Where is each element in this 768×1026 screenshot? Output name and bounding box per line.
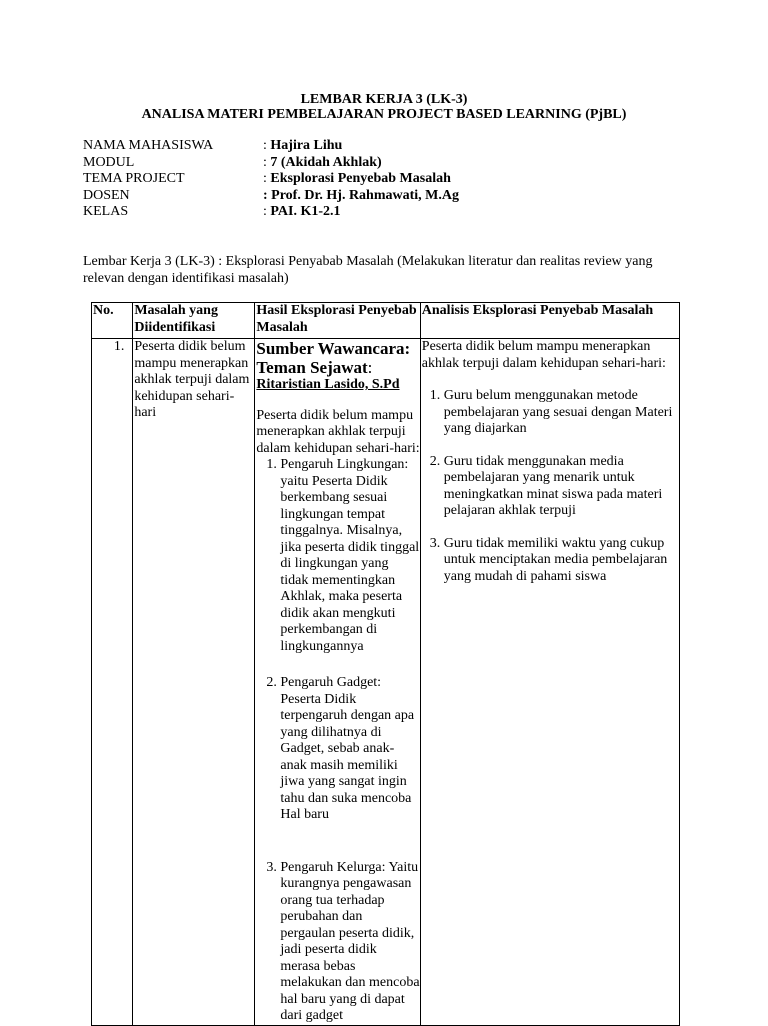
info-value: 7 (Akidah Akhlak) [270,154,382,170]
info-row-class: KELAS : PAI. K1-2.1 [83,204,341,219]
table-header-row [92,303,680,339]
analysis-cell [420,339,679,1026]
row-number: 1. [92,339,133,1026]
column-header: No. [92,303,133,339]
worksheet-title: LEMBAR KERJA 3 (LK-3) [300,92,468,107]
info-value: Eksplorasi Penyebab Masalah [270,171,451,186]
worksheet-subtitle: ANALISA MATERI PEMBELAJARAN PROJECT BASED LEARNING (PjBL) [141,107,627,122]
info-label: KELAS [83,204,129,219]
list-item: 3. Pengaruh Kelurga: Yaitu kurangnya pengawasan orang tua terhadap perubahan dan pergaulan peserta didik, jadi peserta didik merasa bebas melakukan dan mencoba hal baru yang di dapat dari gadget [280,860,419,1025]
info-row-theme: TEMA PROJECT : Eksplorasi Penyebab Masalah [83,171,451,186]
exploration-cell [255,339,420,1026]
source-name: Ritaristian Lasido, S.Pd [256,377,400,392]
list-item: 1. Pengaruh Lingkungan: yaitu Peserta Didik berkembang sesuai lingkungan tempat tinggalnya. Misalnya, jika peserta didik tinggal di lingkungan yang tidak mementingkan Akhlak, maka peserta didik akan mengkuti perkembangan di lingkungannya [280,457,419,655]
source-line1: Sumber Wawancara: [256,339,411,358]
analysis-table [91,302,680,1026]
info-value: Hajira Lihu [270,138,343,153]
info-row-module: MODUL : 7 (Akidah Akhlak) [83,154,382,170]
list-item: 2. Pengaruh Gadget: Peserta Didik terpengaruh dengan apa yang dilihatnya di Gadget, sebab anak-anak masih memiliki jiwa yang sangat ingin tahu dan suka mencoba Hal baru [280,675,419,824]
info-row-lecturer: DOSEN : Prof. Dr. Hj. Rahmawati, M.Ag [83,187,459,203]
info-label: MODUL [83,154,135,170]
analysis-intro: Peserta didik belum mampu menerapkan akhlak terpuji dalam kehidupan sehari-hari: [421,339,666,371]
info-value: Prof. Dr. Hj. Rahmawati, M.Ag [271,187,459,203]
info-label: NAMA MAHASISWA [83,138,214,153]
info-label: DOSEN [83,187,130,203]
analysis-list [422,388,679,585]
info-row-name: NAMA MAHASISWA : Hajira Lihu [83,138,343,153]
list-item: 1. Guru belum menggunakan metode pembelajaran yang sesuai dengan Materi yang diajarkan [444,388,679,438]
column-header: Masalah yang Diidentifikasi [133,303,255,339]
info-value: PAI. K1-2.1 [270,204,341,219]
list-item: 3. Guru tidak memiliki waktu yang cukup untuk menciptakan media pembelajaran yang mudah di pahami siswa [444,536,679,586]
column-header: Hasil Eksplorasi Penyebab Masalah [255,303,420,339]
student-info [83,138,459,221]
column-header: Analisis Eksplorasi Penyebab Masalah [420,303,679,339]
intro-paragraph: Lembar Kerja 3 (LK-3) : Eksplorasi Penyabab Masalah (Melakukan literatur dan realitas review yang relevan dengan identifikasi masalah) [83,254,653,286]
source-colon: : [367,358,373,377]
list-item: 2. Guru tidak menggunakan media pembelajaran yang menarik untuk meningkatkan minat siswa pada materi pelajaran akhlak terpuji [444,454,679,520]
info-label: TEMA PROJECT [83,171,185,186]
source-line2: Teman Sejawat [256,358,368,377]
exploration-list [256,457,419,1025]
table-row [92,339,680,1026]
exploration-intro: Peserta didik belum mampu menerapkan akhlak terpuji dalam kehidupan sehari-hari: [256,407,420,456]
problem-cell: Peserta didik belum mampu menerapkan akhlak terpuji dalam kehidupan sehari-hari [133,339,255,1026]
